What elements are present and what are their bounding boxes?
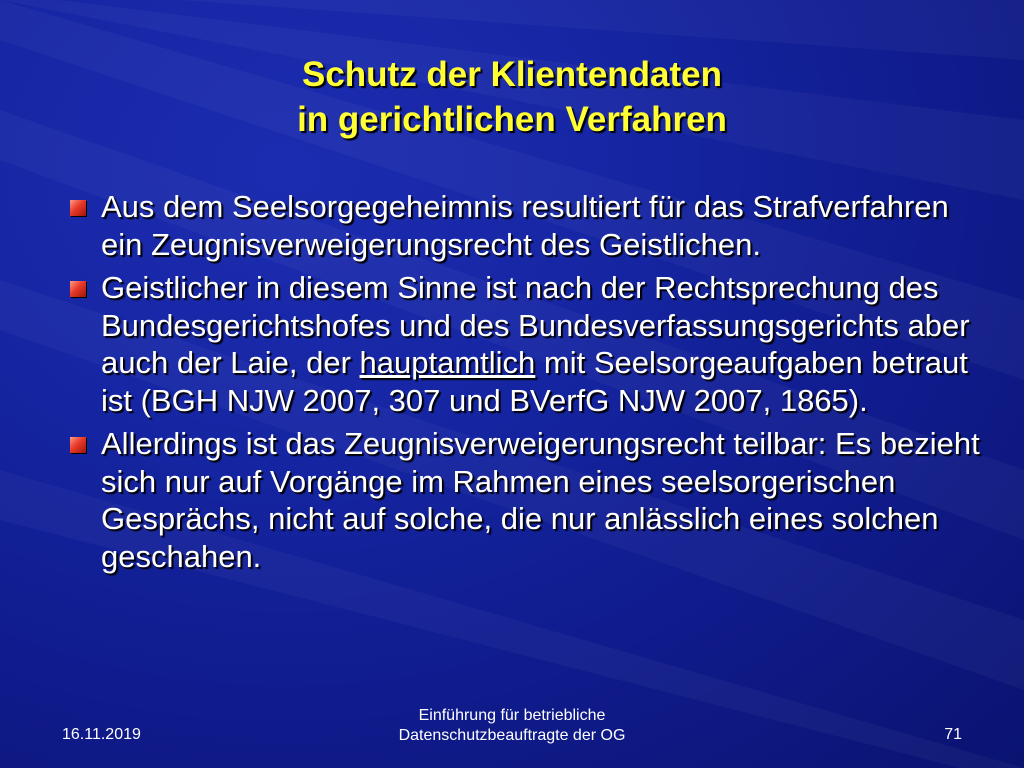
footer-caption	[362, 706, 662, 746]
bullet-item-3	[60, 425, 980, 575]
bullet-text: Allerdings ist das Zeugnisverweigerungsrecht teilbar: Es bezieht sich nur auf Vorgänge im Rahmen eines seelsorgerischen Gesprächs, nicht auf solche, die nur anlässlich eines solchen geschahen.	[101, 426, 980, 574]
bullet-text-part-1: Geistlicher in diesem Sinne ist nach der Rechtsprechung des Bundesgerichtshofes und des Bundesverfassungsgerichts aber auch der Laie, der	[101, 270, 970, 380]
footer-date: 16.11.2019	[62, 726, 141, 743]
slide-title	[0, 52, 1024, 142]
footer-caption-line-1: Einführung für betriebliche	[418, 707, 606, 724]
page-number: 71	[944, 726, 962, 743]
bullet-underlined-word: hauptamtlich	[359, 345, 536, 380]
bullet-square-icon	[70, 437, 86, 453]
slide-title-line-1: Schutz der Klientendaten	[301, 55, 723, 94]
footer-caption-line-2: Datenschutzbeauftragte der OG	[398, 727, 626, 744]
bullet-list	[60, 188, 980, 581]
bullet-text-part-2: mit Seelsorgeaufgaben betraut ist (BGH NJW 2007, 307 und BVerfG NJW 2007, 1865).	[101, 345, 968, 418]
bullet-square-icon	[70, 281, 86, 297]
bullet-item-1	[60, 188, 980, 263]
bullet-item-2	[60, 269, 980, 419]
bullet-text: Aus dem Seelsorgegeheimnis resultiert für das Strafverfahren ein Zeugnisverweigerungsrecht des Geistlichen.	[101, 189, 949, 262]
slide-title-line-2: in gerichtlichen Verfahren	[297, 100, 727, 139]
bullet-square-icon	[70, 200, 86, 216]
